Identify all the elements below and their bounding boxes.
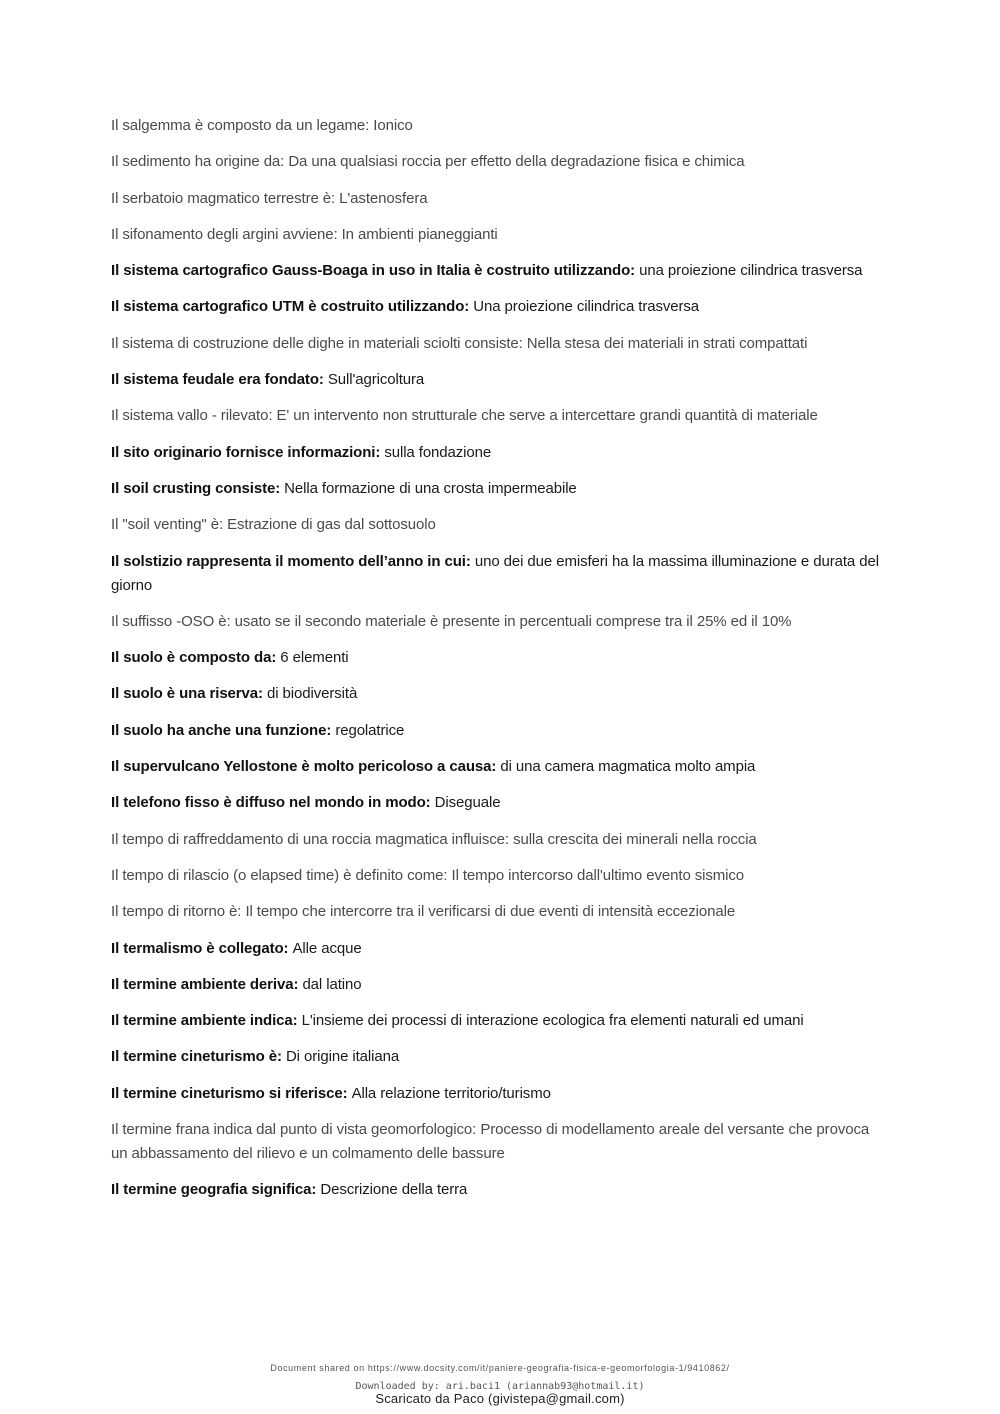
footer-scaricato-da: Scaricato da Paco (givistepa@gmail.com) [375, 1391, 625, 1406]
answer-text: di una camera magmatica molto ampia [500, 758, 756, 776]
qa-entry [111, 295, 881, 319]
answer-text: usato se il secondo materiale è presente in percentuali comprese tra il 25% ed il 10% [234, 612, 792, 630]
qa-entry [111, 900, 881, 924]
qa-entry [111, 187, 881, 211]
qa-entry [111, 973, 881, 997]
question-text: Il termine ambiente indica: [111, 1012, 302, 1030]
qa-entry [111, 368, 881, 392]
question-text: Il termine frana indica dal punto di vista geomorfologico: [111, 1121, 481, 1139]
question-text: Il soil crusting consiste: [111, 479, 285, 497]
answer-text: Ionico [373, 117, 413, 134]
question-text: Il tempo di raffreddamento di una roccia magmatica influisce: [111, 830, 514, 848]
qa-entry [111, 1009, 881, 1033]
question-text: Il suolo ha anche una funzione: [111, 721, 336, 739]
question-text: Il termine geografia significa: [111, 1181, 321, 1199]
question-text: Il serbatoio magmatico terrestre è: [111, 189, 340, 207]
answer-text: Da una qualsiasi roccia per effetto della degradazione fisica e chimica [288, 153, 745, 171]
answer-text: Il tempo intercorso dall'ultimo evento sismico [451, 866, 745, 884]
answer-text: dal latino [302, 975, 362, 993]
qa-entry [111, 646, 881, 670]
question-text: Il solstizio rappresenta il momento dell’anno in cui: [111, 552, 475, 570]
answer-text: Di origine italiana [285, 1048, 400, 1066]
answer-text: uno dei due emisferi ha la massima illuminazione e durata del giorno [111, 552, 879, 594]
qa-entry [111, 404, 881, 428]
footer-downloaded-by: Downloaded by: ari.baci1 (ariannab93@hotmail.it) [355, 1381, 645, 1392]
question-text: Il tempo di rilascio (o elapsed time) è definito come: [111, 866, 452, 884]
answer-text: sulla crescita dei minerali nella roccia [513, 830, 757, 848]
question-text: Il salgemma è composto da un legame: [111, 117, 374, 134]
question-text: Il tempo di ritorno è: [111, 903, 246, 921]
qa-entry [111, 223, 881, 247]
answer-text: Estrazione di gas dal sottosuolo [227, 516, 436, 534]
qa-entry [111, 1178, 881, 1202]
question-text: Il termine ambiente deriva: [111, 975, 303, 993]
answer-text: In ambienti pianeggianti [341, 225, 498, 243]
answer-text: 6 elementi [280, 649, 349, 667]
question-text: Il sistema feudale era fondato: [111, 371, 328, 389]
answer-text: Una proiezione cilindrica trasversa [473, 298, 700, 316]
qa-entry [111, 864, 881, 888]
answer-text: Sull'agricoltura [327, 371, 425, 389]
answer-text: E' un intervento non strutturale che serve a intercettare grandi quantità di materiale [276, 407, 818, 425]
question-text: Il sistema vallo - rilevato: [111, 407, 277, 425]
answer-text: Alla relazione territorio/turismo [351, 1084, 551, 1102]
answer-text: L'astenosfera [339, 189, 428, 207]
answer-text: Alle acque [292, 939, 362, 957]
answer-text: Diseguale [434, 794, 501, 812]
question-text: Il telefono fisso è diffuso nel mondo in modo: [111, 794, 435, 812]
answer-text: una proiezione cilindrica trasversa [639, 262, 863, 280]
qa-entry [111, 477, 881, 501]
answer-text: Processo di modellamento areale del versante che provoca un abbassamento del rilievo e un colmamento delle bassure [111, 1121, 870, 1163]
question-text: Il suffisso -OSO è: [111, 612, 235, 630]
qa-entry [111, 755, 881, 779]
question-text: Il sito originario fornisce informazioni: [111, 443, 385, 461]
answer-text: Nella formazione di una crosta impermeabile [284, 479, 577, 497]
answer-text: Il tempo che intercorre tra il verificarsi di due eventi di intensità eccezionale [245, 903, 736, 921]
question-text: Il sistema cartografico UTM è costruito utilizzando: [111, 298, 474, 316]
qa-entry [111, 682, 881, 706]
qa-entry [111, 1045, 881, 1069]
question-text: Il "soil venting" è: [111, 516, 228, 534]
question-text: Il sistema di costruzione delle dighe in materiali sciolti consiste: [111, 334, 527, 352]
answer-text: sulla fondazione [384, 443, 492, 461]
answer-text: Descrizione della terra [320, 1181, 468, 1199]
qa-entry [111, 332, 881, 356]
question-text: Il sistema cartografico Gauss-Boaga in uso in Italia è costruito utilizzando: [111, 262, 640, 280]
question-text: Il supervulcano Yellostone è molto pericoloso a causa: [111, 758, 501, 776]
qa-entry [111, 441, 881, 465]
qa-entry [111, 114, 881, 138]
qa-entry [111, 1082, 881, 1106]
qa-entry [111, 550, 881, 598]
question-text: Il termine cineturismo è: [111, 1048, 286, 1066]
answer-text: di biodiversità [267, 685, 358, 703]
qa-entry [111, 610, 881, 634]
answer-text: L'insieme dei processi di interazione ecologica fra elementi naturali ed umani [301, 1012, 804, 1030]
question-text: Il suolo è composto da: [111, 649, 281, 667]
footer-shared-notice: Document shared on https://www.docsity.com/it/paniere-geografia-fisica-e-geomorfologia-1/9410862/ [270, 1363, 730, 1373]
answer-text: regolatrice [335, 721, 405, 739]
answer-text: Nella stesa dei materiali in strati compattati [526, 334, 808, 352]
qa-entry [111, 513, 881, 537]
qa-entry [111, 719, 881, 743]
qa-entry [111, 791, 881, 815]
question-text: Il termine cineturismo si riferisce: [111, 1084, 352, 1102]
qa-entry [111, 937, 881, 961]
qa-entry [111, 259, 881, 283]
qa-entry [111, 150, 881, 174]
qa-entry [111, 1118, 881, 1166]
question-text: Il termalismo è collegato: [111, 939, 293, 957]
qa-entry [111, 828, 881, 852]
question-answer-list [111, 114, 881, 1215]
question-text: Il sedimento ha origine da: [111, 153, 289, 171]
question-text: Il sifonamento degli argini avviene: [111, 225, 342, 243]
question-text: Il suolo è una riserva: [111, 685, 267, 703]
